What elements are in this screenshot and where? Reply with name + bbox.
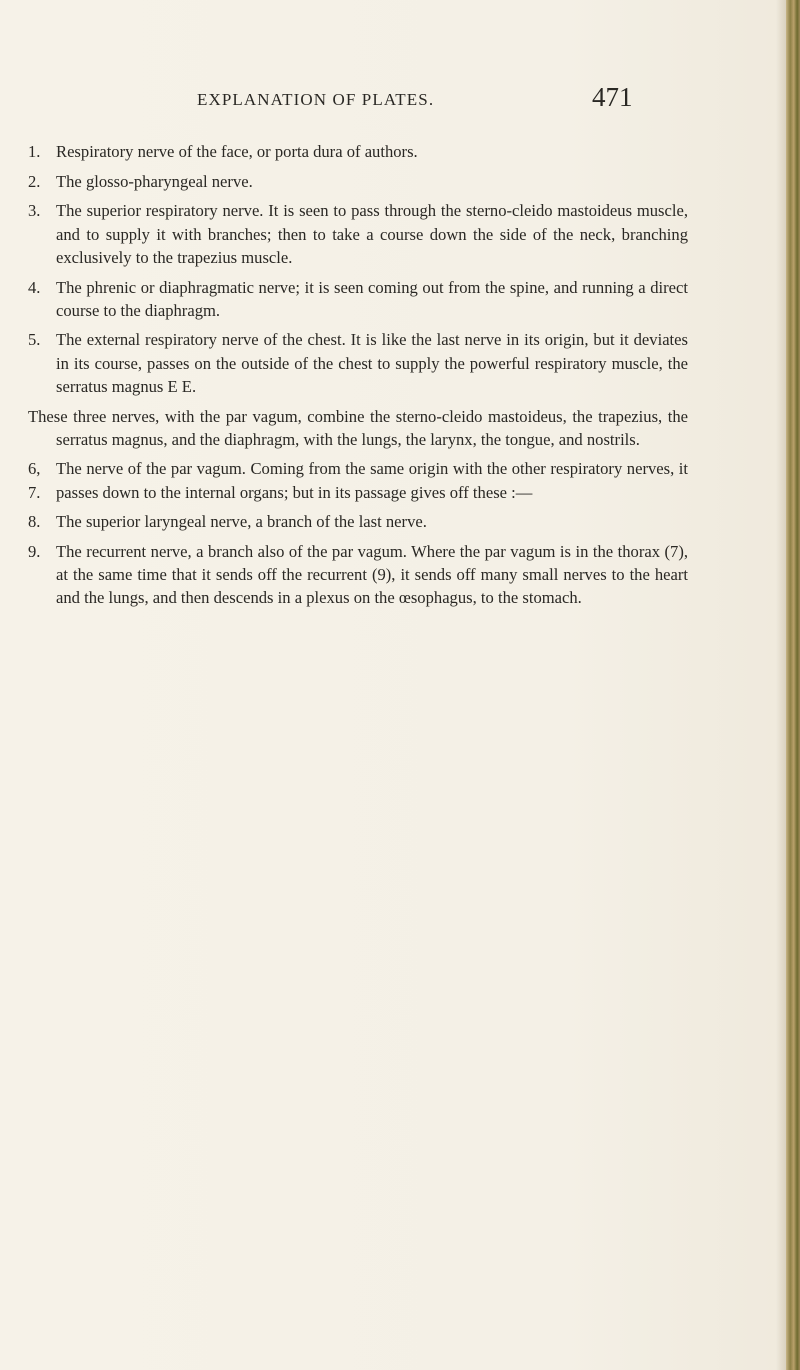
binding-shadow — [776, 0, 786, 1370]
entry-number: 3. — [28, 201, 41, 221]
entry-text: Respiratory nerve of the face, or porta dura of authors. — [56, 142, 418, 161]
entry-2 — [28, 170, 688, 193]
entry-number: 5. — [28, 330, 41, 350]
entry-text: The recurrent nerve, a branch also of the par vagum. Where the par vagum is in the thorax (7), at the same time that it sends off the recurrent (9), it sends off many small nerves to the heart and the lungs, and then descends in a plexus on the œsophagus, to the stomach. — [56, 542, 688, 608]
entry-text: The phrenic or diaphragmatic nerve; it is seen coming out from the spine, and running a direct course to the diaphragm. — [56, 277, 688, 320]
entry-number: 4. — [28, 277, 41, 297]
entry-number: 8. — [28, 512, 41, 532]
entry-6-7 — [28, 457, 688, 503]
binding-edge — [786, 0, 800, 1370]
plate-explanation — [28, 140, 688, 616]
entry-text: The external respiratory nerve of the chest. It is like the last nerve in its origin, but it deviates in its course, passes on the outside of the chest to supply the powerful respiratory muscle, the serratus magnus E E. — [56, 330, 688, 396]
entry-text: The superior laryngeal nerve, a branch of the last nerve. — [56, 512, 427, 532]
entry-3 — [28, 199, 688, 269]
entry-1 — [28, 140, 688, 163]
entry-9 — [28, 540, 688, 610]
entry-text: The nerve of the par vagum. Coming from the same origin with the other respiratory nerves, it passes down to the internal organs; but in its passage gives off these :— — [56, 459, 688, 502]
entry-number: 2. — [28, 171, 41, 191]
running-title: EXPLANATION OF PLATES. — [197, 90, 435, 109]
page-number: 471 — [592, 82, 633, 112]
entry-number: 1. — [28, 142, 41, 161]
entry-text: The superior respiratory nerve. It is seen to pass through the sterno-cleido mastoideus muscle, and to supply it with branches; then to take a course down the side of the neck, branching exclusively to the trapezius muscle. — [56, 201, 688, 267]
entry-4 — [28, 276, 688, 322]
page-header — [0, 82, 800, 122]
entry-5 — [28, 328, 688, 398]
entry-8 — [28, 510, 688, 533]
summary-note: These three nerves, with the par vagum, combine the sterno-cleido mastoideus, the trapezius, the serratus magnus, and the diaphragm, with the lungs, the larynx, the tongue, and nostrils. — [28, 406, 688, 449]
entry-number: 6, 7. — [28, 459, 41, 502]
entry-number: 9. — [28, 542, 41, 562]
entry-text: The glosso-pharyngeal nerve. — [56, 171, 253, 191]
